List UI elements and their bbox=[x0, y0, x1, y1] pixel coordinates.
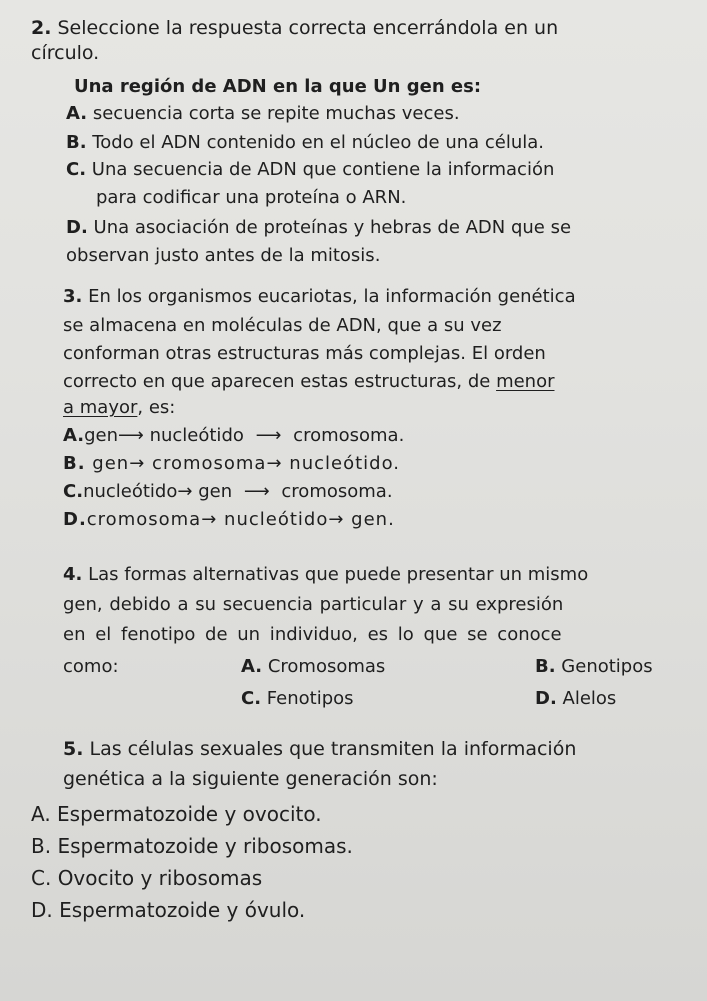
q4-line1 bbox=[63, 564, 588, 585]
q2-instruction-line1 bbox=[31, 17, 558, 39]
q2-option-a-mark: A. bbox=[66, 103, 88, 124]
q2-instruction-line2: círculo. bbox=[31, 42, 100, 64]
q3-option-a[interactable] bbox=[63, 425, 404, 446]
q4-option-b-mark: B. bbox=[535, 656, 556, 677]
q4-line2: gen, debido a su secuencia particular y a su expresión bbox=[63, 594, 564, 615]
q3-number: 3. bbox=[63, 286, 83, 307]
q3-option-a-t3: cromosoma. bbox=[293, 425, 405, 446]
q4-option-d[interactable] bbox=[535, 688, 616, 709]
q4-option-c[interactable] bbox=[241, 688, 354, 709]
q3-text5b: , es: bbox=[137, 397, 176, 418]
q2-option-d-text1: Una asociación de proteínas y hebras de ADN que se bbox=[93, 217, 572, 238]
arrow-icon: ⟶ bbox=[255, 425, 282, 446]
q3-line1 bbox=[63, 286, 576, 307]
q4-option-b[interactable] bbox=[535, 656, 653, 677]
q3-option-d-t1: cromosoma bbox=[86, 509, 202, 530]
q5-option-d-text: Espermatozoide y óvulo. bbox=[59, 898, 306, 922]
q3-line3: conforman otras estructuras más complejas. El orden bbox=[63, 343, 546, 364]
q5-option-d[interactable] bbox=[31, 898, 305, 922]
q3-option-a-mark: A. bbox=[63, 425, 85, 446]
q3-text4b: menor bbox=[496, 371, 555, 392]
q4-text1: Las formas alternativas que puede presentar un mismo bbox=[88, 564, 589, 585]
q4-option-b-text: Genotipos bbox=[561, 656, 653, 677]
q3-option-b-t3: nucleótido. bbox=[289, 453, 400, 474]
q3-option-d-t2: nucleótido bbox=[224, 509, 329, 530]
q2-option-b-mark: B. bbox=[66, 132, 87, 153]
q4-option-c-text: Fenotipos bbox=[266, 688, 354, 709]
q3-option-a-t2: nucleótido bbox=[149, 425, 244, 446]
q3-option-a-t1: gen bbox=[84, 425, 119, 446]
q2-option-b[interactable] bbox=[66, 132, 544, 153]
arrow-icon: ⟶ bbox=[243, 481, 270, 502]
q5-option-c-mark: C. bbox=[31, 866, 52, 890]
q3-option-c-t2: gen bbox=[198, 481, 233, 502]
q5-option-b-mark: B. bbox=[31, 834, 52, 858]
q5-option-a[interactable] bbox=[31, 802, 322, 826]
q2-question: Una región de ADN en la que Un gen es: bbox=[74, 76, 482, 97]
q2-option-a[interactable] bbox=[66, 103, 460, 124]
arrow-icon: → bbox=[266, 453, 283, 474]
q4-option-a-text: Cromosomas bbox=[267, 656, 386, 677]
q3-text5a: a mayor bbox=[63, 397, 138, 418]
q3-option-c-t3: cromosoma. bbox=[281, 481, 393, 502]
q2-option-c-text1: Una secuencia de ADN que contiene la información bbox=[91, 159, 555, 180]
q2-option-d-line2: observan justo antes de la mitosis. bbox=[66, 245, 381, 266]
q5-option-b[interactable] bbox=[31, 834, 353, 858]
q4-option-d-mark: D. bbox=[535, 688, 557, 709]
q4-option-c-mark: C. bbox=[241, 688, 262, 709]
q3-option-c-mark: C. bbox=[63, 481, 84, 502]
q3-option-c[interactable] bbox=[63, 481, 393, 502]
arrow-icon: → bbox=[328, 509, 345, 530]
q2-option-c-line2: para codificar una proteína o ARN. bbox=[96, 187, 407, 208]
q2-option-b-text: Todo el ADN contenido en el núcleo de una célula. bbox=[92, 132, 545, 153]
q5-option-d-mark: D. bbox=[31, 898, 53, 922]
arrow-icon: → bbox=[177, 481, 193, 502]
q5-option-b-text: Espermatozoide y ribosomas. bbox=[57, 834, 353, 858]
q5-option-a-mark: A. bbox=[31, 802, 51, 826]
q3-line2: se almacena en moléculas de ADN, que a su vez bbox=[63, 315, 502, 336]
q3-text4a: correcto en que aparecen estas estructuras, de bbox=[63, 371, 497, 392]
q4-line3: en el fenotipo de un individuo, es lo que se conoce bbox=[63, 624, 562, 645]
q3-line5 bbox=[63, 397, 175, 418]
q3-option-b-t2: cromosoma bbox=[152, 453, 267, 474]
q5-line2: genética a la siguiente generación son: bbox=[63, 768, 438, 790]
q2-option-d[interactable] bbox=[66, 217, 571, 238]
q2-option-c-mark: C. bbox=[66, 159, 87, 180]
q3-option-d[interactable] bbox=[63, 509, 395, 530]
q4-option-a-mark: A. bbox=[241, 656, 263, 677]
q4-number: 4. bbox=[63, 564, 83, 585]
q2-instruction-text1: Seleccione la respuesta correcta encerrándola en un bbox=[57, 17, 559, 39]
q5-option-a-text: Espermatozoide y ovocito. bbox=[57, 802, 322, 826]
q3-text1: En los organismos eucariotas, la información genética bbox=[88, 286, 576, 307]
q5-number: 5. bbox=[63, 738, 84, 760]
q5-option-c[interactable] bbox=[31, 866, 262, 890]
q3-option-d-mark: D. bbox=[63, 509, 87, 530]
arrow-icon: ⟶ bbox=[118, 425, 144, 446]
q2-option-c[interactable] bbox=[66, 159, 554, 180]
q3-option-c-t1: nucleótido bbox=[83, 481, 178, 502]
q3-option-b-mark: B. bbox=[63, 453, 86, 474]
arrow-icon: → bbox=[201, 509, 218, 530]
q3-option-b-t1: gen bbox=[92, 453, 130, 474]
q2-number: 2. bbox=[31, 17, 52, 39]
q4-option-a[interactable] bbox=[241, 656, 385, 677]
q3-option-b[interactable] bbox=[63, 453, 400, 474]
q3-line4 bbox=[63, 371, 555, 392]
q5-text1: Las células sexuales que transmiten la información bbox=[89, 738, 577, 760]
q4-line4: como: bbox=[63, 656, 119, 677]
q2-option-d-mark: D. bbox=[66, 217, 88, 238]
arrow-icon: → bbox=[129, 453, 146, 474]
q5-option-c-text: Ovocito y ribosomas bbox=[57, 866, 263, 890]
q5-line1 bbox=[63, 738, 576, 760]
q2-option-a-text: secuencia corta se repite muchas veces. bbox=[92, 103, 460, 124]
q4-option-d-text: Alelos bbox=[562, 688, 617, 709]
q3-option-d-t3: gen. bbox=[351, 509, 395, 530]
